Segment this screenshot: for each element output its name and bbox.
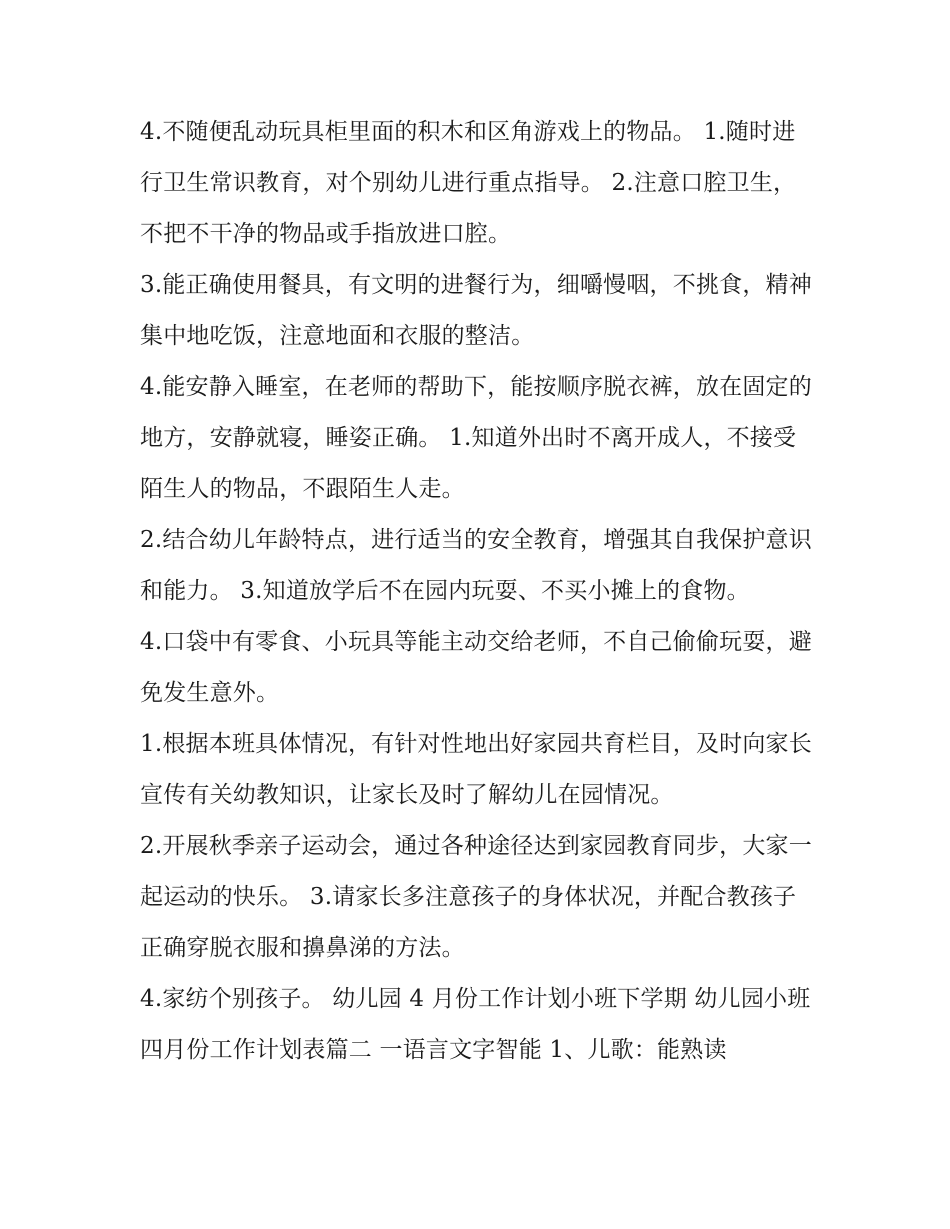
paragraph-3: 4.能安静入睡室，在老师的帮助下，能按顺序脱衣裤，放在固定的地方，安静就寝，睡姿正确。 1.知道外出时不离开成人，不接受陌生人的物品，不跟陌生人走。 [140, 374, 812, 502]
paragraph-2: 3.能正确使用餐具，有文明的进餐行为，细嚼慢咽，不挑食，精神集中地吃饭，注意地面和衣服的整洁。 [140, 272, 812, 349]
paragraph-5: 4.口袋中有零食、小玩具等能主动交给老师，不自己偷偷玩耍，避免发生意外。 [140, 629, 812, 706]
paragraph-8: 4.家纺个别孩子。 幼儿园 4 月份工作计划小班下学期 幼儿园小班四月份工作计划表篇二 一语言文字智能 1、儿歌：能熟读 [140, 986, 811, 1063]
paragraph-4: 2.结合幼儿年龄特点，进行适当的安全教育，增强其自我保护意识和能力。 3.知道放学后不在园内玩耍、不买小摊上的食物。 [140, 527, 812, 604]
paragraph-1: 4.不随便乱动玩具柜里面的积木和区角游戏上的物品。 1.随时进行卫生常识教育，对个别幼儿进行重点指导。 2.注意口腔卫生，不把不干净的物品或手指放进口腔。 [140, 119, 797, 247]
paragraph-7: 2.开展秋季亲子运动会，通过各种途径达到家园教育同步，大家一起运动的快乐。 3.请家长多注意孩子的身体状况，并配合教孩子正确穿脱衣服和擤鼻涕的方法。 [140, 833, 812, 961]
document-body [140, 107, 812, 1076]
paragraph-6: 1.根据本班具体情况，有针对性地出好家园共育栏目，及时向家长宣传有关幼教知识，让家长及时了解幼儿在园情况。 [140, 731, 812, 808]
